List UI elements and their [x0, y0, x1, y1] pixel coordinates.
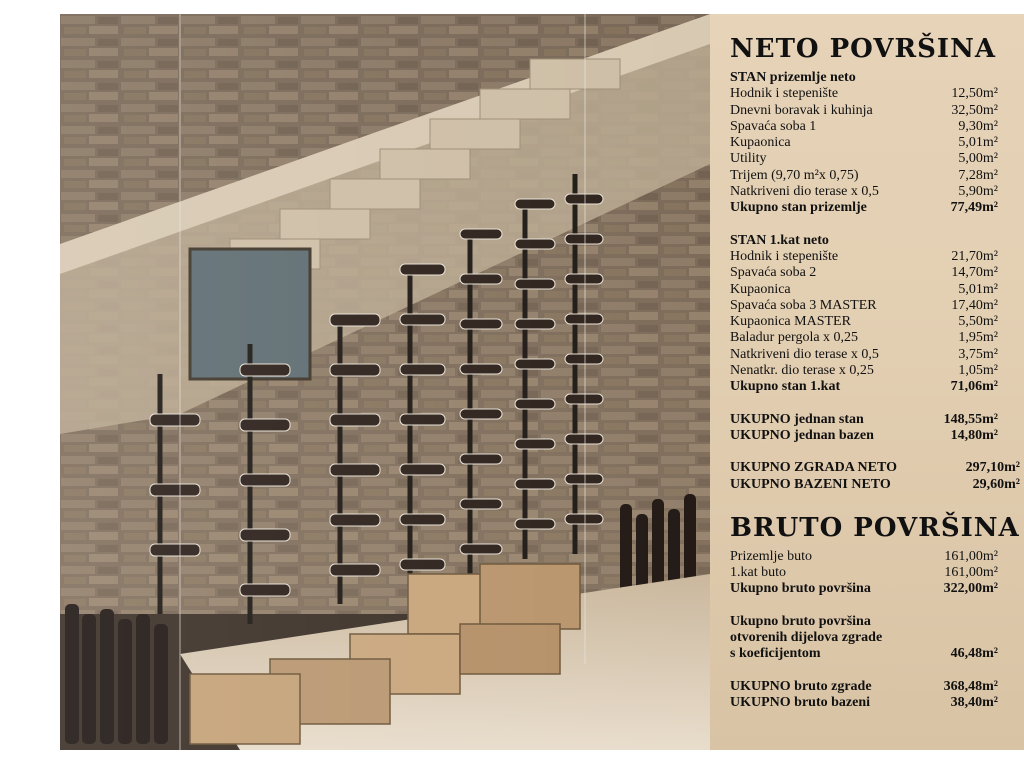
bruto-list — [730, 549, 1024, 711]
table-row: Nenatkr. dio terase x 0,25 1,05m² — [730, 363, 998, 379]
open-parts-label-1: Ukupno bruto površina — [730, 613, 871, 629]
table-row: Kupaonica MASTER 5,50m² — [730, 314, 998, 330]
zgrada-neto-row: UKUPNO ZGRADA NETO 297,10m² — [730, 460, 1020, 476]
bruto-title: BRUTO POVRŠINA — [730, 512, 1020, 543]
ukupno-stan-row: UKUPNO jednan stan 148,55m² — [730, 411, 998, 427]
kat-heading: STAN 1.kat neto — [730, 232, 829, 248]
neto-title: NETO POVRŠINA — [730, 34, 997, 64]
table-row: Natkriveni dio terase x 0,5 3,75m² — [730, 346, 998, 362]
table-row: Natkriveni dio terase x 0,5 5,90m² — [730, 184, 998, 200]
table-row: Trijem (9,70 m²x 0,75) 7,28m² — [730, 167, 998, 183]
prizemlje-heading: STAN prizemlje neto — [730, 70, 856, 85]
bruto-total-row: Ukupno bruto površina 322,00m² — [730, 581, 998, 597]
table-row: Spavaća soba 1 9,30m² — [730, 118, 998, 134]
table-row: Utility 5,00m² — [730, 151, 998, 167]
table-row: 1.kat buto 161,00m² — [730, 565, 998, 581]
table-row: Prizemlje buto 161,00m² — [730, 548, 998, 564]
table-row: Spavaća soba 3 MASTER 17,40m² — [730, 297, 998, 313]
table-row: Dnevni boravak i kuhinja 32,50m² — [730, 102, 998, 118]
bruto-zgrade-row: UKUPNO bruto zgrade 368,48m² — [730, 678, 998, 694]
open-parts-label-2: otvorenih dijelova zgrade — [730, 630, 883, 646]
table-row: Baladur pergola x 0,25 1,95m² — [730, 330, 998, 346]
open-parts-row: s koeficijentom 46,48m² — [730, 646, 998, 662]
table-row: Hodnik i stepenište 21,70m² — [730, 248, 998, 264]
neto-list — [730, 70, 1024, 493]
table-row: Kupaonica 5,01m² — [730, 281, 998, 297]
table-row: Spavaća soba 2 14,70m² — [730, 265, 998, 281]
ukupno-bazen-row: UKUPNO jednan bazen 14,80m² — [730, 427, 998, 443]
wine-cellar-photo — [60, 14, 710, 750]
bruto-bazeni-row: UKUPNO bruto bazeni 38,40m² — [730, 694, 998, 710]
prizemlje-total-row: Ukupno stan prizemlje 77,49m² — [730, 200, 998, 216]
bazeni-neto-row: UKUPNO BAZENI NETO 29,60m² — [730, 476, 1020, 492]
kat-total-row: Ukupno stan 1.kat 71,06m² — [730, 379, 998, 395]
table-row: Hodnik i stepenište 12,50m² — [730, 86, 998, 102]
area-summary-panel — [710, 14, 1024, 750]
table-row: Kupaonica 5,01m² — [730, 135, 998, 151]
